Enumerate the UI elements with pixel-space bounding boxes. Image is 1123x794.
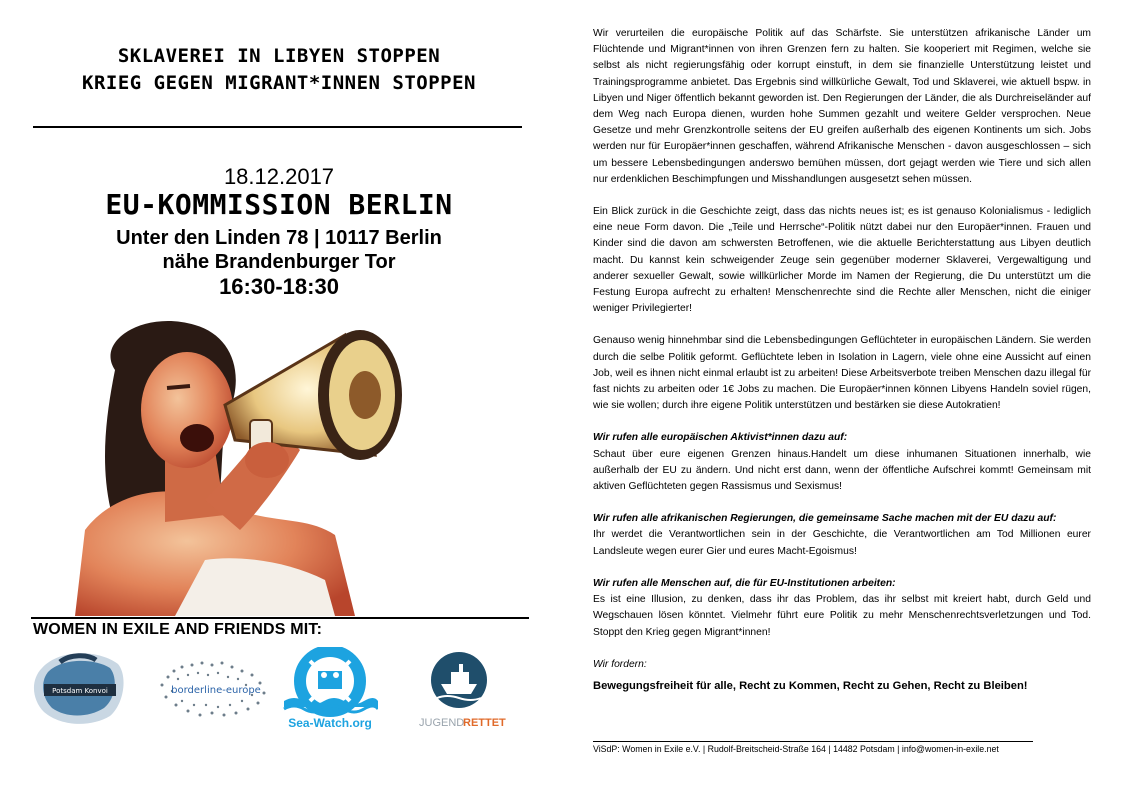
- divider: [33, 126, 522, 128]
- event-venue: EU-KOMMISSION BERLIN: [105, 188, 453, 221]
- paragraph-1: Wir verurteilen die europäische Politik auf das Schärfste. Sie unterstützen afrikanische Länder um Flüchtende und Migrant*innen von ihren Grenzen fern zu halten. Sie kooperiert mit Regimen, welche sie selbst als nicht regierungsfähig oder korrupt einstuft, in dem sie finanzielle Unterstützung leistet und Trainingsprogramme anbietet. Das Ergebnis sind willkürliche Gewalt, Tod und Sklaverei, wie aktuell bspw. in Libyen und Niger öffentlich bekannt geworden ist. Den Regierungen der Länder, die als Durchreiseländer auf dem Weg nach Europa dienen, wurden hohe Summen gezahlt und weitere Gelder versprochen. Neue Gesetze und mehr Grenzkontrolle seitens der EU greifen außerhalb des eigenen Kontinents um sich. Jobs werden nur für Europäer*innen geschaffen, während Afrikanische Menschen - davon ausgeschlossen – sich um bessere Lebensbedingungen anderswo bemühen müssen, dort gejagt werden wie Tiere und sich allen nur erdenklichen Beschimpfungen und Misshandlungen ausgesetzt sehen müssen.: [593, 28, 1091, 185]
- borderline-europe-text: borderline-europe: [171, 685, 261, 696]
- borderline-europe-logo: [152, 655, 274, 723]
- potsdam-konvoi-text: Potsdam Konvoi: [52, 687, 108, 695]
- demand-heading: Wir fordern:: [593, 658, 647, 670]
- call-governments-text: Ihr werdet die Verantwortlichen sein in der Geschichte, die Verantwortlichen am Tod Millionen eurer Landsleute wegen eurer Gier und eures Macht-Egoismus!: [593, 529, 1091, 557]
- divider: [593, 741, 1033, 742]
- headline-line-2: KRIEG GEGEN MIGRANT*INNEN STOPPEN: [82, 72, 476, 94]
- partners-heading: WOMEN IN EXILE AND FRIENDS MIT:: [33, 621, 323, 638]
- woman-with-megaphone-image: [55, 300, 475, 616]
- divider: [31, 617, 529, 619]
- event-landmark: nähe Brandenburger Tor: [162, 251, 396, 273]
- paragraph-3: Genauso wenig hinnehmbar sind die Lebensbedingungen Geflüchteter in europäischen Ländern. Sie werden durch die selbe Politik geformt. Geflüchtete leben in Isolation in Lagern, viele ohne eine Aussicht auf einen Job, weil es ihnen nicht einmal erlaubt ist zu arbeiten! Diese Arbeitsverbote treiben Menschen dazu illegal für fast nichts zu arbeiten oder 1€ Jobs zu machen. Die Europäer*innen können Libyens Handeln soviel rügen, wie sie wollen; durch ihre eigene Politik unterstützen und bestärken sie diese Autokratien!: [593, 335, 1091, 412]
- imprint: ViSdP: Women in Exile e.V. | Rudolf-Breitscheid-Straße 164 | 14482 Potsdam | info@women-in-exile.net: [593, 744, 999, 754]
- body-text-column: [593, 26, 1091, 694]
- jugend-text: JUGEND: [419, 717, 465, 729]
- potsdam-konvoi-logo: [30, 648, 130, 726]
- ship-logo: [415, 650, 507, 732]
- demand-text: Bewegungsfreiheit für alle, Recht zu Kommen, Recht zu Gehen, Recht zu Bleiben!: [593, 679, 1028, 692]
- call-activists-heading: Wir rufen alle europäischen Aktivist*innen dazu auf:: [593, 432, 848, 444]
- call-eu-staff-heading: Wir rufen alle Menschen auf, die für EU-Institutionen arbeiten:: [593, 577, 896, 589]
- headline-line-1: SKLAVEREI IN LIBYEN STOPPEN: [117, 45, 441, 67]
- event-date: 18.12.2017: [223, 164, 335, 189]
- lifebuoy-logo: [282, 647, 378, 733]
- call-governments-heading: Wir rufen alle afrikanischen Regierungen, die gemeinsame Sache machen mit der EU dazu auf:: [593, 513, 1057, 525]
- call-activists-text: Schaut über eure eigenen Grenzen hinaus.Handelt um diese inhumanen Situationen innerhalb, wie außerhalb der EU zu ändern. Und nicht erst dann, wenn der öffentliche Aufschrei kommt! Gemeinsam mit aktiven Geflüchteten gegen Rassismus und Sexismus!: [593, 448, 1091, 493]
- call-eu-staff-text: Es ist eine Illusion, zu denken, dass ihr das Problem, das ihr selbst mit kreiert habt, durch Geld und Wegschauen lösen könntet. Vielmehr führt eure Politik zu mehr Menschenrechtsverletzungen und Tod. Stoppt den Krieg gegen Migrant*innen!: [593, 594, 1091, 638]
- event-address: Unter den Linden 78 | 10117 Berlin: [116, 227, 442, 249]
- event-time: 16:30-18:30: [219, 274, 339, 299]
- rettet-text: RETTET: [463, 717, 506, 729]
- sea-watch-text: Sea-Watch.org: [288, 716, 372, 730]
- paragraph-2: Ein Blick zurück in die Geschichte zeigt, dass das nichts neues ist; es ist genauso Kolonialismus - lediglich eine neue Form davon. Die „Teile und Herrsche“-Politik nützt dabei nur den Europäer*innen. Frauen und Kinder sind die davon am schwersten Betroffenen, wie die aktuelle Berichterstattung aus Libyen deutlich macht. Du kannst kein schweigender Zeuge sein gegenüber moderner Sklaverei, Vergewaltigung und anderer sexueller Gewalt, sowie willkürlicher Morde im Namen der Regierung, die Du unterstützt um die Festung Europa aufrecht zu erhalten! Menschenrechte sind die Rechte aller Menschen, nicht die einiger weniger Privilegierter!: [593, 206, 1091, 315]
